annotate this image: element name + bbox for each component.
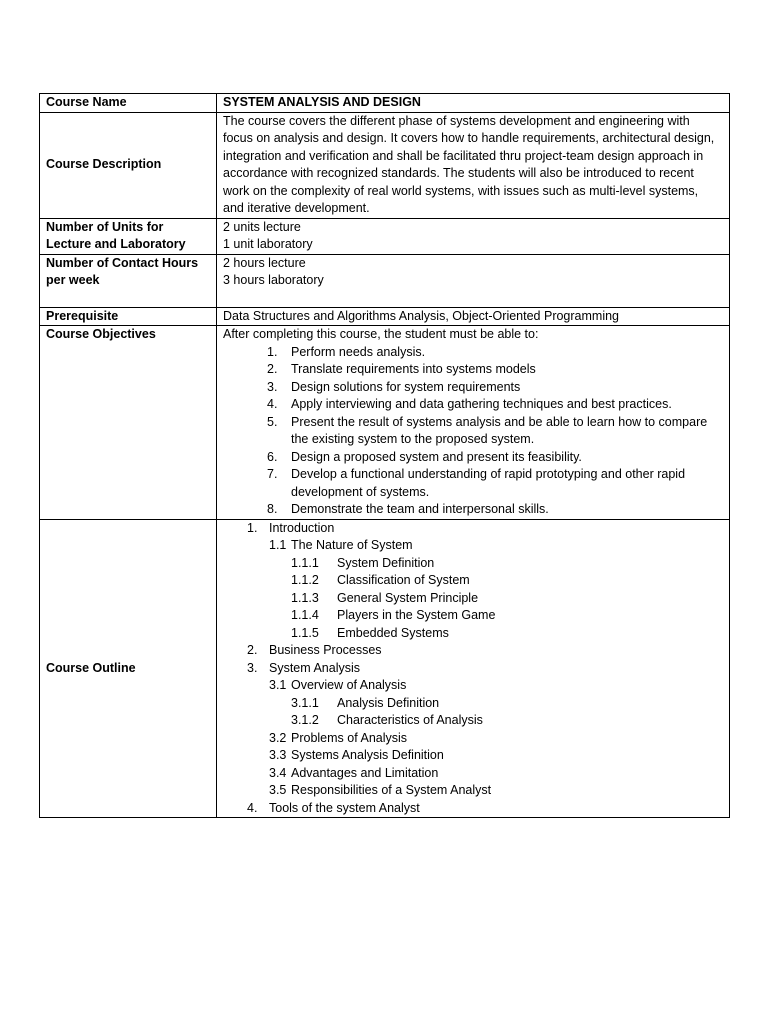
objective-text: the existing system to the proposed system. <box>291 432 535 446</box>
outline-item <box>223 572 723 590</box>
outline-text: Business Processes <box>269 643 382 657</box>
objective-text: Design a proposed system and present its feasibility. <box>291 449 582 464</box>
objective-text: Present the result of systems analysis and be able to learn how to compare <box>291 414 708 429</box>
course-name-value: SYSTEM ANALYSIS AND DESIGN <box>217 94 730 113</box>
contact-hours-line: 2 hours lecture <box>223 255 306 270</box>
outline-item <box>223 712 723 730</box>
objective-number: 1. <box>267 344 278 359</box>
outline-number: 3. <box>247 660 258 675</box>
outline-item <box>223 765 723 783</box>
row-course-name <box>40 94 730 113</box>
objective-number: 8. <box>267 502 278 516</box>
spacer <box>46 290 210 307</box>
description-line: accordance with recognized standards. The students will also be introduced to recent <box>223 166 694 180</box>
objective-number: 3. <box>267 379 278 394</box>
outline-number: 1.1.4 <box>291 608 319 622</box>
outline-text: Advantages and Limitation <box>291 765 439 780</box>
course-name-label: Course Name <box>40 94 217 113</box>
outline-label: Course Outline <box>40 519 217 818</box>
objective-number: 4. <box>267 397 278 411</box>
outline-text: Analysis Definition <box>337 695 440 710</box>
outline-text: The Nature of System <box>291 538 413 552</box>
outline-item <box>223 730 723 748</box>
outline-number: 3.1 <box>269 678 287 692</box>
outline-number: 3.1.2 <box>291 713 319 727</box>
outline-text: Introduction <box>269 520 335 535</box>
outline-number: 4. <box>247 800 258 815</box>
row-outline <box>40 519 730 818</box>
objectives-label: Course Objectives <box>40 326 217 520</box>
description-line: and iterative development. <box>223 201 370 215</box>
description-line: focus on analysis and design. It covers how to handle requirements, architectural design, <box>223 131 715 145</box>
prerequisite-value: Data Structures and Algorithms Analysis, Object-Oriented Programming <box>217 307 730 326</box>
outline-number: 1.1 <box>269 538 287 552</box>
units-label <box>40 218 217 254</box>
objective-item <box>223 414 723 449</box>
outline-item <box>223 782 723 800</box>
objective-item <box>223 396 723 414</box>
outline-item <box>223 695 723 713</box>
units-value <box>217 218 730 254</box>
outline-item <box>223 625 723 643</box>
objective-number: 7. <box>267 467 278 481</box>
row-contact-hours <box>40 254 730 307</box>
outline-text: Overview of Analysis <box>291 678 407 692</box>
outline-item <box>223 642 723 660</box>
course-description-label: Course Description <box>40 112 217 218</box>
objective-number: 5. <box>267 414 278 429</box>
objective-item <box>223 466 723 501</box>
objective-item <box>223 344 723 362</box>
objective-text: Develop a functional understanding of rapid prototyping and other rapid <box>291 467 686 481</box>
objective-text: Apply interviewing and data gathering techniques and best practices. <box>291 397 672 411</box>
description-line: integration and verification and shall be facilitated thru project-team design approach in <box>223 148 704 163</box>
outline-item <box>223 607 723 625</box>
objectives-intro: After completing this course, the student must be able to: <box>223 327 539 341</box>
contact-hours-line: 3 hours laboratory <box>223 273 324 287</box>
units-line: 2 units lecture <box>223 219 301 234</box>
outline-text: System Definition <box>337 555 435 570</box>
objectives-list <box>223 344 723 519</box>
outline-text: Tools of the system Analyst <box>269 800 420 815</box>
contact-hours-label <box>40 254 217 307</box>
units-line: 1 unit laboratory <box>223 237 313 251</box>
row-objectives <box>40 326 730 520</box>
outline-number: 3.4 <box>269 765 287 780</box>
prerequisite-label: Prerequisite <box>40 307 217 326</box>
units-label-line: Lecture and Laboratory <box>46 237 186 251</box>
units-label-line: Number of Units for <box>46 219 164 234</box>
outline-item <box>223 590 723 608</box>
objective-number: 6. <box>267 449 278 464</box>
objective-text: Design solutions for system requirements <box>291 379 521 394</box>
outline-text: Systems Analysis Definition <box>291 748 444 762</box>
course-description-value <box>217 112 730 218</box>
outline-item <box>223 800 723 818</box>
objective-item <box>223 449 723 467</box>
outline-number: 1. <box>247 520 258 535</box>
outline-number: 3.2 <box>269 730 287 745</box>
outline-item <box>223 537 723 555</box>
outline-item <box>223 747 723 765</box>
objective-item <box>223 361 723 379</box>
outline-text: General System Principle <box>337 590 479 605</box>
outline-item <box>223 677 723 695</box>
outline-number: 1.1.2 <box>291 573 319 587</box>
objectives-value <box>217 326 730 520</box>
outline-text: Problems of Analysis <box>291 730 408 745</box>
contact-hours-label-line: Number of Contact Hours <box>46 255 199 270</box>
row-prerequisite <box>40 307 730 326</box>
objective-text: Perform needs analysis. <box>291 344 426 359</box>
outline-item <box>223 660 723 678</box>
objective-text: Translate requirements into systems models <box>291 362 536 376</box>
outline-item <box>223 520 723 538</box>
outline-text: Embedded Systems <box>337 625 449 640</box>
outline-list <box>217 519 730 818</box>
course-syllabus-table <box>39 93 730 818</box>
row-course-description <box>40 112 730 218</box>
objective-text: development of systems. <box>291 484 430 499</box>
objective-item <box>223 379 723 397</box>
description-line: work on the complexity of real world systems, with issues such as multi-level systems, <box>223 183 699 198</box>
contact-hours-label-line: per week <box>46 273 100 287</box>
description-line: The course covers the different phase of systems development and engineering with <box>223 113 690 128</box>
outline-text: Responsibilities of a System Analyst <box>291 783 492 797</box>
outline-number: 3.5 <box>269 783 287 797</box>
objective-text: Demonstrate the team and interpersonal skills. <box>291 502 549 516</box>
outline-number: 3.3 <box>269 748 287 762</box>
objective-item <box>223 501 723 519</box>
row-units <box>40 218 730 254</box>
outline-number: 3.1.1 <box>291 695 319 710</box>
outline-number: 1.1.1 <box>291 555 319 570</box>
outline-item <box>223 555 723 573</box>
outline-number: 1.1.5 <box>291 625 319 640</box>
contact-hours-value <box>217 254 730 307</box>
outline-text: Classification of System <box>337 573 470 587</box>
outline-text: System Analysis <box>269 660 361 675</box>
spacer <box>223 290 723 307</box>
outline-text: Players in the System Game <box>337 608 496 622</box>
objective-number: 2. <box>267 362 278 376</box>
outline-text: Characteristics of Analysis <box>337 713 483 727</box>
outline-number: 2. <box>247 643 258 657</box>
outline-number: 1.1.3 <box>291 590 319 605</box>
